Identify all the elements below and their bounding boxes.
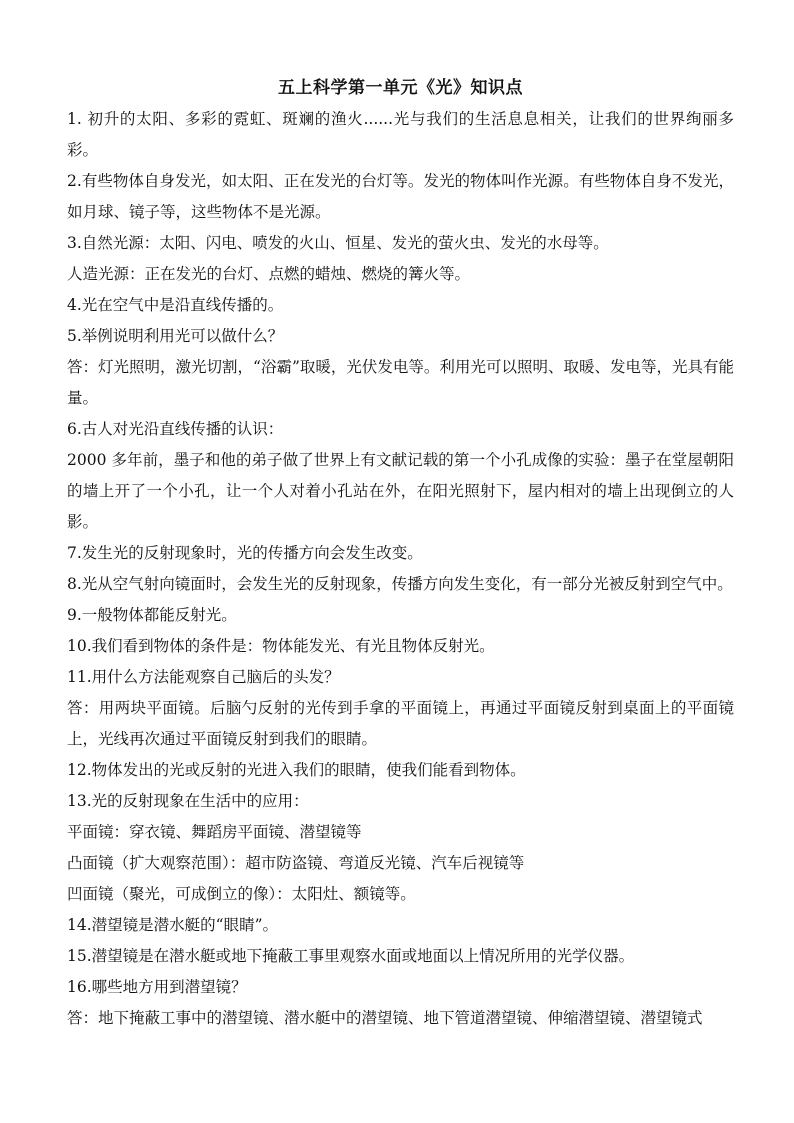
paragraph-3: 3.自然光源：太阳、闪电、喷发的火山、恒星、发光的萤火虫、发光的水母等。 [67, 234, 609, 252]
paragraph-16-question: 16.哪些地方用到潜望镜？ [67, 978, 247, 996]
paragraph-14: 14.潜望镜是潜水艇的“眼睛”。 [67, 916, 278, 934]
paragraph-10: 10.我们看到物体的条件是：物体能发光、有光且物体反射光。 [67, 637, 495, 655]
paragraph-13-convex-mirror: 凸面镜（扩大观察范围）：超市防盗镜、弯道反光镜、汽车后视镜等 [67, 854, 525, 872]
paragraph-3-artificial: 人造光源：正在发光的台灯、点燃的蜡烛、燃烧的篝火等。 [67, 265, 471, 283]
paragraph-15: 15.潜望镜是在潜水艇或地下掩蔽工事里观察水面或地面以上情况所用的光学仪器。 [67, 947, 635, 965]
paragraph-2: 2.有些物体自身发光，如太阳、正在发光的台灯等。发光的物体叫作光源。有些物体自身不发光，如月球、镜子等，这些物体不是光源。 [67, 172, 734, 221]
paragraph-13-heading: 13.光的反射现象在生活中的应用： [67, 792, 309, 810]
paragraph-16-answer: 答：地下掩蔽工事中的潜望镜、潜水艇中的潜望镜、地下管道潜望镜、伸缩潜望镜、潜望镜式 [67, 1009, 703, 1027]
document-title: 五上科学第一单元《光》知识点 [278, 78, 523, 98]
paragraph-5-answer: 答：灯光照明，激光切割，“浴霸”取暖，光伏发电等。利用光可以照明、取暖、发电等，光具有能量。 [67, 358, 734, 407]
paragraph-8: 8.光从空气射向镜面时，会发生光的反射现象，传播方向发生变化，有一部分光被反射到空气中。 [67, 575, 733, 593]
paragraph-12: 12.物体发出的光或反射的光进入我们的眼睛，使我们能看到物体。 [67, 761, 526, 779]
paragraph-4: 4.光在空气中是沿直线传播的。 [67, 296, 284, 314]
paragraph-7: 7.发生光的反射现象时，光的传播方向会发生改变。 [67, 544, 423, 562]
paragraph-1: 1. 初升的太阳、多彩的霓虹、斑斓的渔火......光与我们的生活息息相关，让我们的世界绚丽多彩。 [67, 110, 734, 159]
paragraph-13-concave-mirror: 凹面镜（聚光，可成倒立的像）：太阳灶、额镜等。 [67, 885, 416, 903]
paragraph-11-question: 11.用什么方法能观察自己脑后的头发？ [67, 668, 340, 686]
paragraph-5-question: 5.举例说明利用光可以做什么？ [67, 327, 284, 345]
paragraph-6-heading: 6.古人对光沿直线传播的认识： [67, 420, 284, 438]
paragraph-13-plane-mirror: 平面镜：穿衣镜、舞蹈房平面镜、潜望镜等 [67, 823, 362, 841]
paragraph-9: 9.一般物体都能反射光。 [67, 606, 237, 624]
document-body [67, 104, 734, 1034]
paragraph-11-answer: 答：用两块平面镜。后脑勺反射的光传到手拿的平面镜上，再通过平面镜反射到桌面上的平面镜上，光线再次通过平面镜反射到我们的眼睛。 [67, 699, 734, 748]
paragraph-6-body: 2000 多年前，墨子和他的弟子做了世界上有文献记载的第一个小孔成像的实验：墨子在堂屋朝阳的墙上开了一个小孔，让一个人对着小孔站在外，在阳光照射下，屋内相对的墙上出现倒立的人影。 [67, 451, 734, 531]
